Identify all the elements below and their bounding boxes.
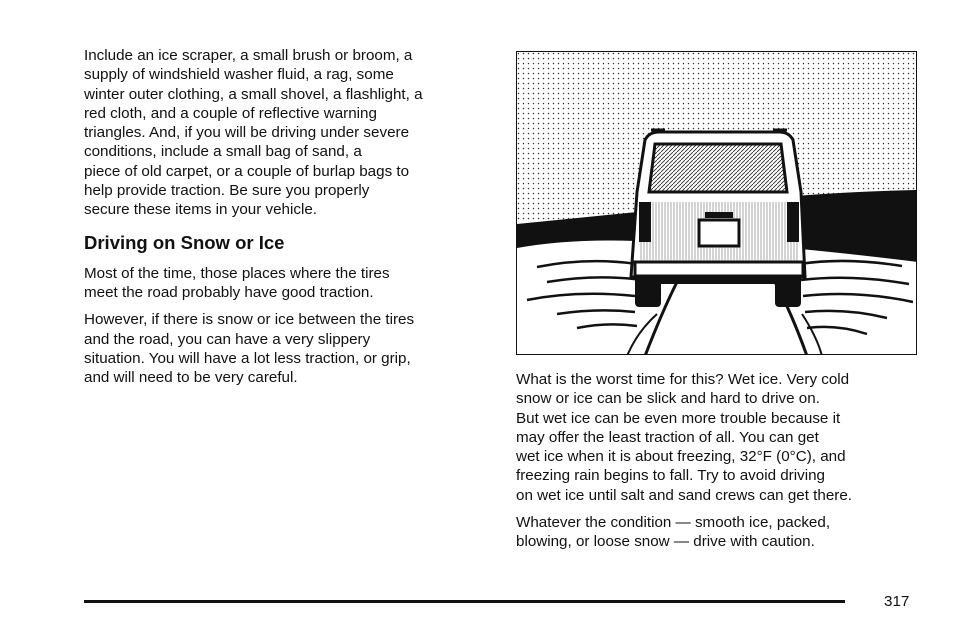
intro-paragraph [84,46,496,220]
vehicle-rear-view [631,130,805,307]
text-line: blowing, or loose snow — drive with caution. [516,533,815,551]
text-line: on wet ice until salt and sand crews can get there. [516,486,853,504]
footer-rule [84,600,845,603]
section-heading: Driving on Snow or Ice [84,231,285,253]
text-line: meet the road probably have good traction. [84,283,374,301]
text-line: situation. You will have a lot less traction, or grip, [84,349,411,367]
text-line: help provide traction. Be sure you properly [84,182,370,200]
text-line: red cloth, and a couple of reflective warning [84,104,377,122]
text-line: winter outer clothing, a small shovel, a flashlight, a [84,85,423,103]
text-line: conditions, include a small bag of sand, a [84,143,362,161]
text-line: freezing rain begins to fall. Try to avoid driving [516,467,825,485]
text-line: and the road, you can have a very slippery [84,330,371,348]
text-line: piece of old carpet, or a couple of burlap bags to [84,162,410,180]
text-line: secure these items in your vehicle. [84,201,317,219]
text-line: Include an ice scraper, a small brush or broom, a [84,47,413,64]
body-paragraph [516,513,928,552]
text-line: What is the worst time for this? Wet ice. Very cold [516,371,850,388]
illustration-drawing [517,52,917,355]
text-line: Most of the time, those places where the tires [84,264,390,282]
text-line: snow or ice can be slick and hard to drive on. [516,390,820,408]
text-line: and will need to be very careful. [84,369,298,387]
vehicle-on-ice-illustration [516,51,917,355]
text-line: However, if there is snow or ice between the tires [84,311,415,329]
page-number: 317 [884,593,910,610]
body-paragraph [84,264,496,303]
text-line: triangles. And, if you will be driving under severe [84,124,410,142]
text-line: may offer the least traction of all. You can get [516,428,819,446]
text-line: Whatever the condition — smooth ice, packed, [516,514,831,532]
left-column [84,46,496,387]
body-paragraph [84,310,496,387]
right-column [516,370,928,552]
text-line: supply of windshield washer fluid, a rag, some [84,66,394,84]
text-line: But wet ice can be even more trouble because it [516,409,841,427]
body-paragraph [516,370,928,505]
text-line: wet ice when it is about freezing, 32°F (0°C), and [516,448,846,466]
